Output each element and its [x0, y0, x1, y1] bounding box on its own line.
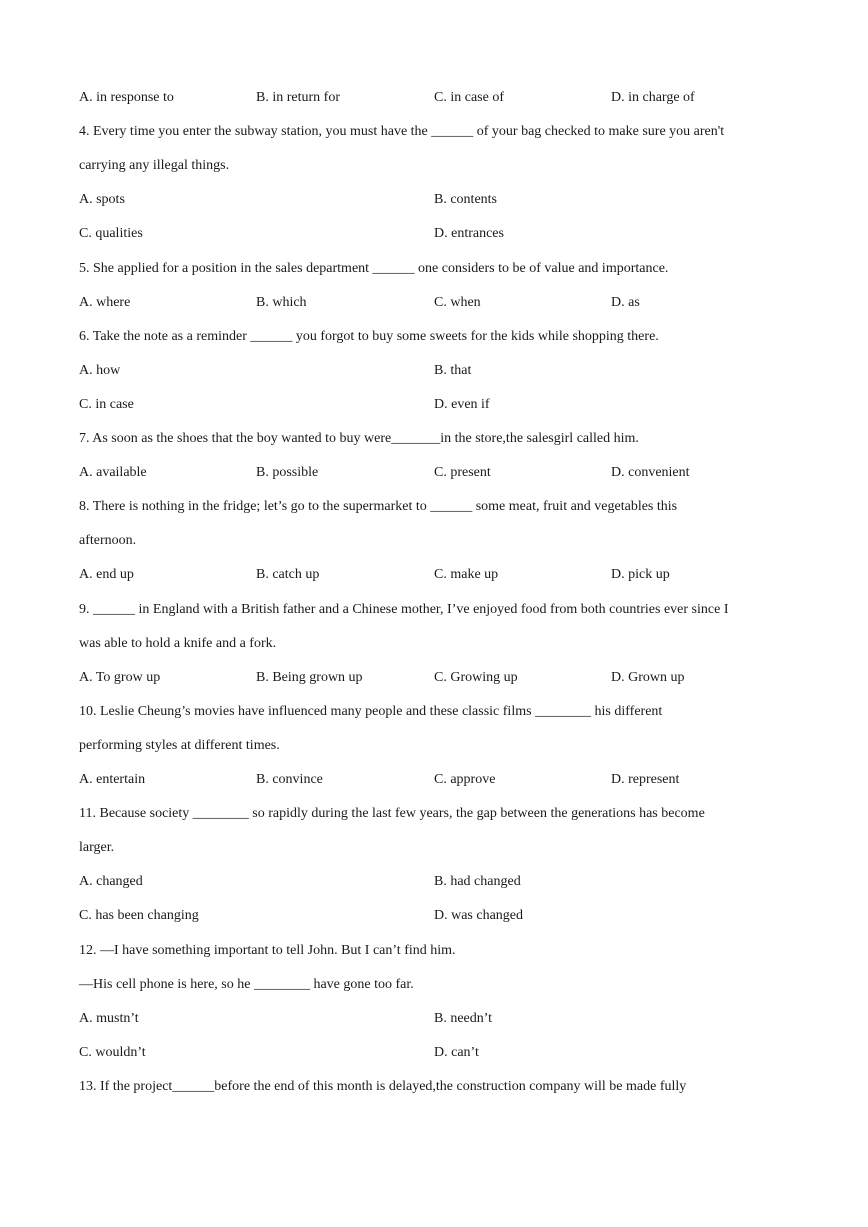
question-text-line: 5. She applied for a position in the sales department ______ one considers to be of value and importance.: [79, 260, 669, 276]
answer-options-row: [79, 872, 799, 892]
answer-option-b: B. convince: [256, 772, 323, 787]
answer-option-b: B. Being grown up: [256, 669, 363, 685]
answer-option-b: B. which: [256, 294, 307, 310]
answer-option-c: C. in case of: [434, 90, 504, 105]
answer-options-row: [79, 565, 799, 585]
answer-option-c: C. approve: [434, 772, 496, 787]
answer-options-row: [79, 361, 799, 381]
answer-option-b: D. entrances: [434, 226, 504, 242]
answer-options-row: [79, 1043, 799, 1063]
answer-option-b: B. possible: [256, 465, 319, 481]
question-text-line: performing styles at different times.: [79, 737, 280, 753]
answer-options-row: [79, 395, 799, 415]
answer-options-row: [79, 906, 799, 926]
answer-option-d: D. in charge of: [611, 90, 695, 105]
answer-option-a: A. entertain: [79, 772, 146, 787]
answer-option-b: D. can’t: [434, 1044, 479, 1060]
question-text-line: 10. Leslie Cheung’s movies have influenced many people and these classic films ________ his different: [79, 703, 663, 719]
question-text-line: 11. Because society ________ so rapidly during the last few years, the gap between the generations has become: [79, 806, 705, 822]
answer-option-b: B. needn’t: [434, 1010, 493, 1026]
question-text-line: 9. ______ in England with a British father and a Chinese mother, I’ve enjoyed food from both countries ever since I: [79, 601, 729, 617]
answer-option-b: B. contents: [434, 192, 497, 208]
answer-options-row: [79, 668, 799, 688]
answer-option-b: B. in return for: [256, 90, 340, 105]
answer-options-row: [79, 770, 799, 790]
answer-option-c: C. Growing up: [434, 669, 518, 685]
answer-option-a: A. mustn’t: [79, 1010, 139, 1026]
answer-option-d: D. convenient: [611, 465, 690, 481]
answer-options-row: [79, 224, 799, 244]
answer-option-d: D. as: [611, 294, 640, 310]
answer-option-a: A. available: [79, 465, 147, 481]
answer-options-row: [79, 463, 799, 483]
answer-option-d: D. pick up: [611, 567, 670, 583]
answer-option-a: A. how: [79, 362, 121, 378]
question-text-line: —His cell phone is here, so he ________ have gone too far.: [79, 976, 414, 992]
answer-option-a: A. spots: [79, 192, 125, 208]
answer-option-a: C. in case: [79, 396, 134, 412]
question-text-line: 8. There is nothing in the fridge; let’s go to the supermarket to ______ some meat, fruit and vegetables this: [79, 499, 678, 515]
answer-option-c: C. make up: [434, 567, 499, 583]
answer-option-a: C. wouldn’t: [79, 1044, 146, 1060]
answer-option-a: A. in response to: [79, 90, 174, 105]
answer-option-b: B. that: [434, 362, 472, 378]
answer-option-a: A. where: [79, 294, 131, 310]
question-text-line: 7. As soon as the shoes that the boy wanted to buy were_______in the store,the salesgirl called him.: [79, 431, 639, 446]
answer-option-a: C. has been changing: [79, 908, 199, 924]
answer-option-d: D. Grown up: [611, 669, 685, 685]
answer-options-row: [79, 293, 799, 313]
answer-option-b: D. was changed: [434, 908, 524, 924]
answer-options-row: [79, 190, 799, 210]
answer-option-a: A. end up: [79, 567, 134, 583]
answer-option-b: B. had changed: [434, 874, 521, 890]
answer-option-b: B. catch up: [256, 567, 320, 583]
answer-options-row: [79, 88, 799, 108]
question-text-line: was able to hold a knife and a fork.: [79, 635, 277, 651]
question-text-line: afternoon.: [79, 533, 137, 549]
answer-options-row: [79, 1009, 799, 1029]
answer-option-d: D. represent: [611, 772, 680, 787]
answer-option-c: C. when: [434, 294, 481, 310]
answer-option-b: D. even if: [434, 396, 490, 412]
question-text-line: 12. —I have something important to tell John. But I can’t find him.: [79, 942, 456, 958]
answer-option-a: A. To grow up: [79, 669, 161, 685]
question-text-line: larger.: [79, 840, 115, 856]
question-text-line: 6. Take the note as a reminder ______ you forgot to buy some sweets for the kids while shopping there.: [79, 328, 659, 344]
question-text-line: carrying any illegal things.: [79, 158, 230, 174]
question-text-line: 13. If the project______before the end of this month is delayed,the construction company will be made fully: [79, 1078, 687, 1094]
answer-option-a: C. qualities: [79, 226, 143, 242]
answer-option-a: A. changed: [79, 874, 143, 890]
answer-option-c: C. present: [434, 465, 491, 481]
question-text-line: 4. Every time you enter the subway station, you must have the ______ of your bag checked to make sure you aren't: [79, 124, 725, 140]
